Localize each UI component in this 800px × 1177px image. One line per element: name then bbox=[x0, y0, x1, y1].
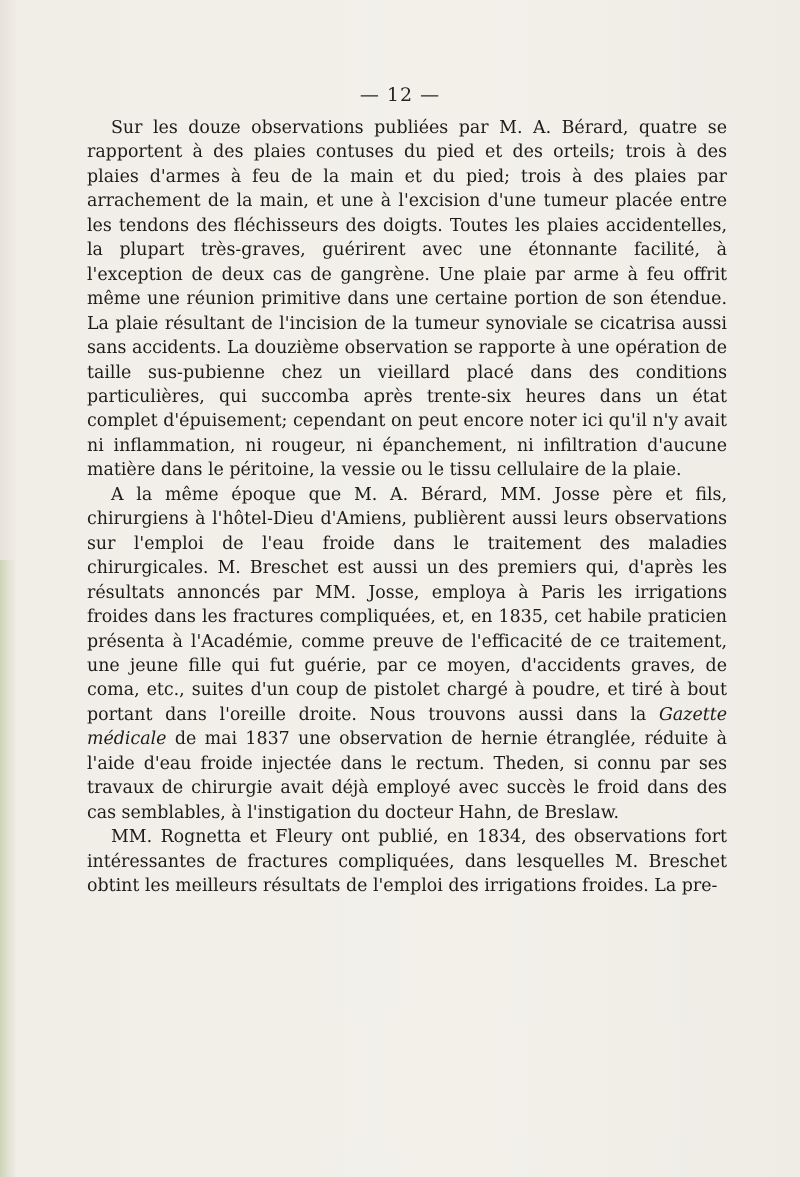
paragraph-2-tail: de mai 1837 une observation de hernie étranglée, réduite à l'aide d'eau froide injectée dans le rectum. Theden, si connu par ses travaux de chirurgie avait déjà employé avec succès le froid dans des cas semblables, à l'instigation du docteur Hahn, de Breslaw. bbox=[87, 729, 727, 823]
page-number: — 12 — bbox=[359, 84, 441, 106]
body-text bbox=[87, 116, 727, 899]
paragraph-2 bbox=[87, 483, 727, 825]
page-edge-stain bbox=[0, 560, 16, 1177]
paragraph-2-head: A la même époque que M. A. Bérard, MM. Josse père et fils, chirurgiens à l'hôtel-Dieu d'Amiens, publièrent aussi leurs observations sur l'emploi de l'eau froide dans le traitement des maladies chirurgicales. M. Breschet est aussi un des premiers qui, d'après les résultats annoncés par MM. Josse, employa à Paris les irrigations froides dans les fractures compliquées, et, en 1835, cet habile praticien présenta à l'Académie, comme preuve de l'efficacité de ce traitement, une jeune fille qui fut guérie, par ce moyen, d'accidents graves, de coma, etc., suites d'un coup de pistolet chargé à poudre, et tiré à bout portant dans l'oreille droite. Nous trouvons aussi dans la bbox=[87, 484, 727, 725]
journal-title: Gazette médicale bbox=[87, 704, 728, 750]
paragraph-3: MM. Rognetta et Fleury ont publié, en 1834, des observations fort intéressantes de fractures compliquées, dans lesquelles M. Breschet obtint les meilleurs résultats de l'emploi des irrigations froides. La pre- bbox=[87, 827, 727, 897]
paragraph-1: Sur les douze observations publiées par M. A. Bérard, quatre se rapportent à des plaies contuses du pied et des orteils; trois à des plaies d'armes à feu de la main et du pied; trois à des plaies par arrachement de la main, et une à l'excision d'une tumeur placée entre les tendons des fléchisseurs des doigts. Toutes les plaies accidentelles, la plupart très-graves, guérirent avec une étonnante facilité, à l'exception de deux cas de gangrène. Une plaie par arme à feu offrit même une réunion primitive dans une certaine portion de son étendue. La plaie résultant de l'incision de la tumeur synoviale se cicatrisa aussi sans accidents. La douzième observation se rapporte à une opération de taille sus-pubienne chez un vieillard placé dans des conditions particulières, qui succomba après trente-six heures dans un état complet d'épuisement; cependant on peut encore noter ici qu'il n'y avait ni inflammation, ni rougeur, ni épanchement, ni infiltration d'aucune matière dans le péritoine, la vessie ou le tissu cellulaire de la plaie. bbox=[87, 118, 727, 481]
